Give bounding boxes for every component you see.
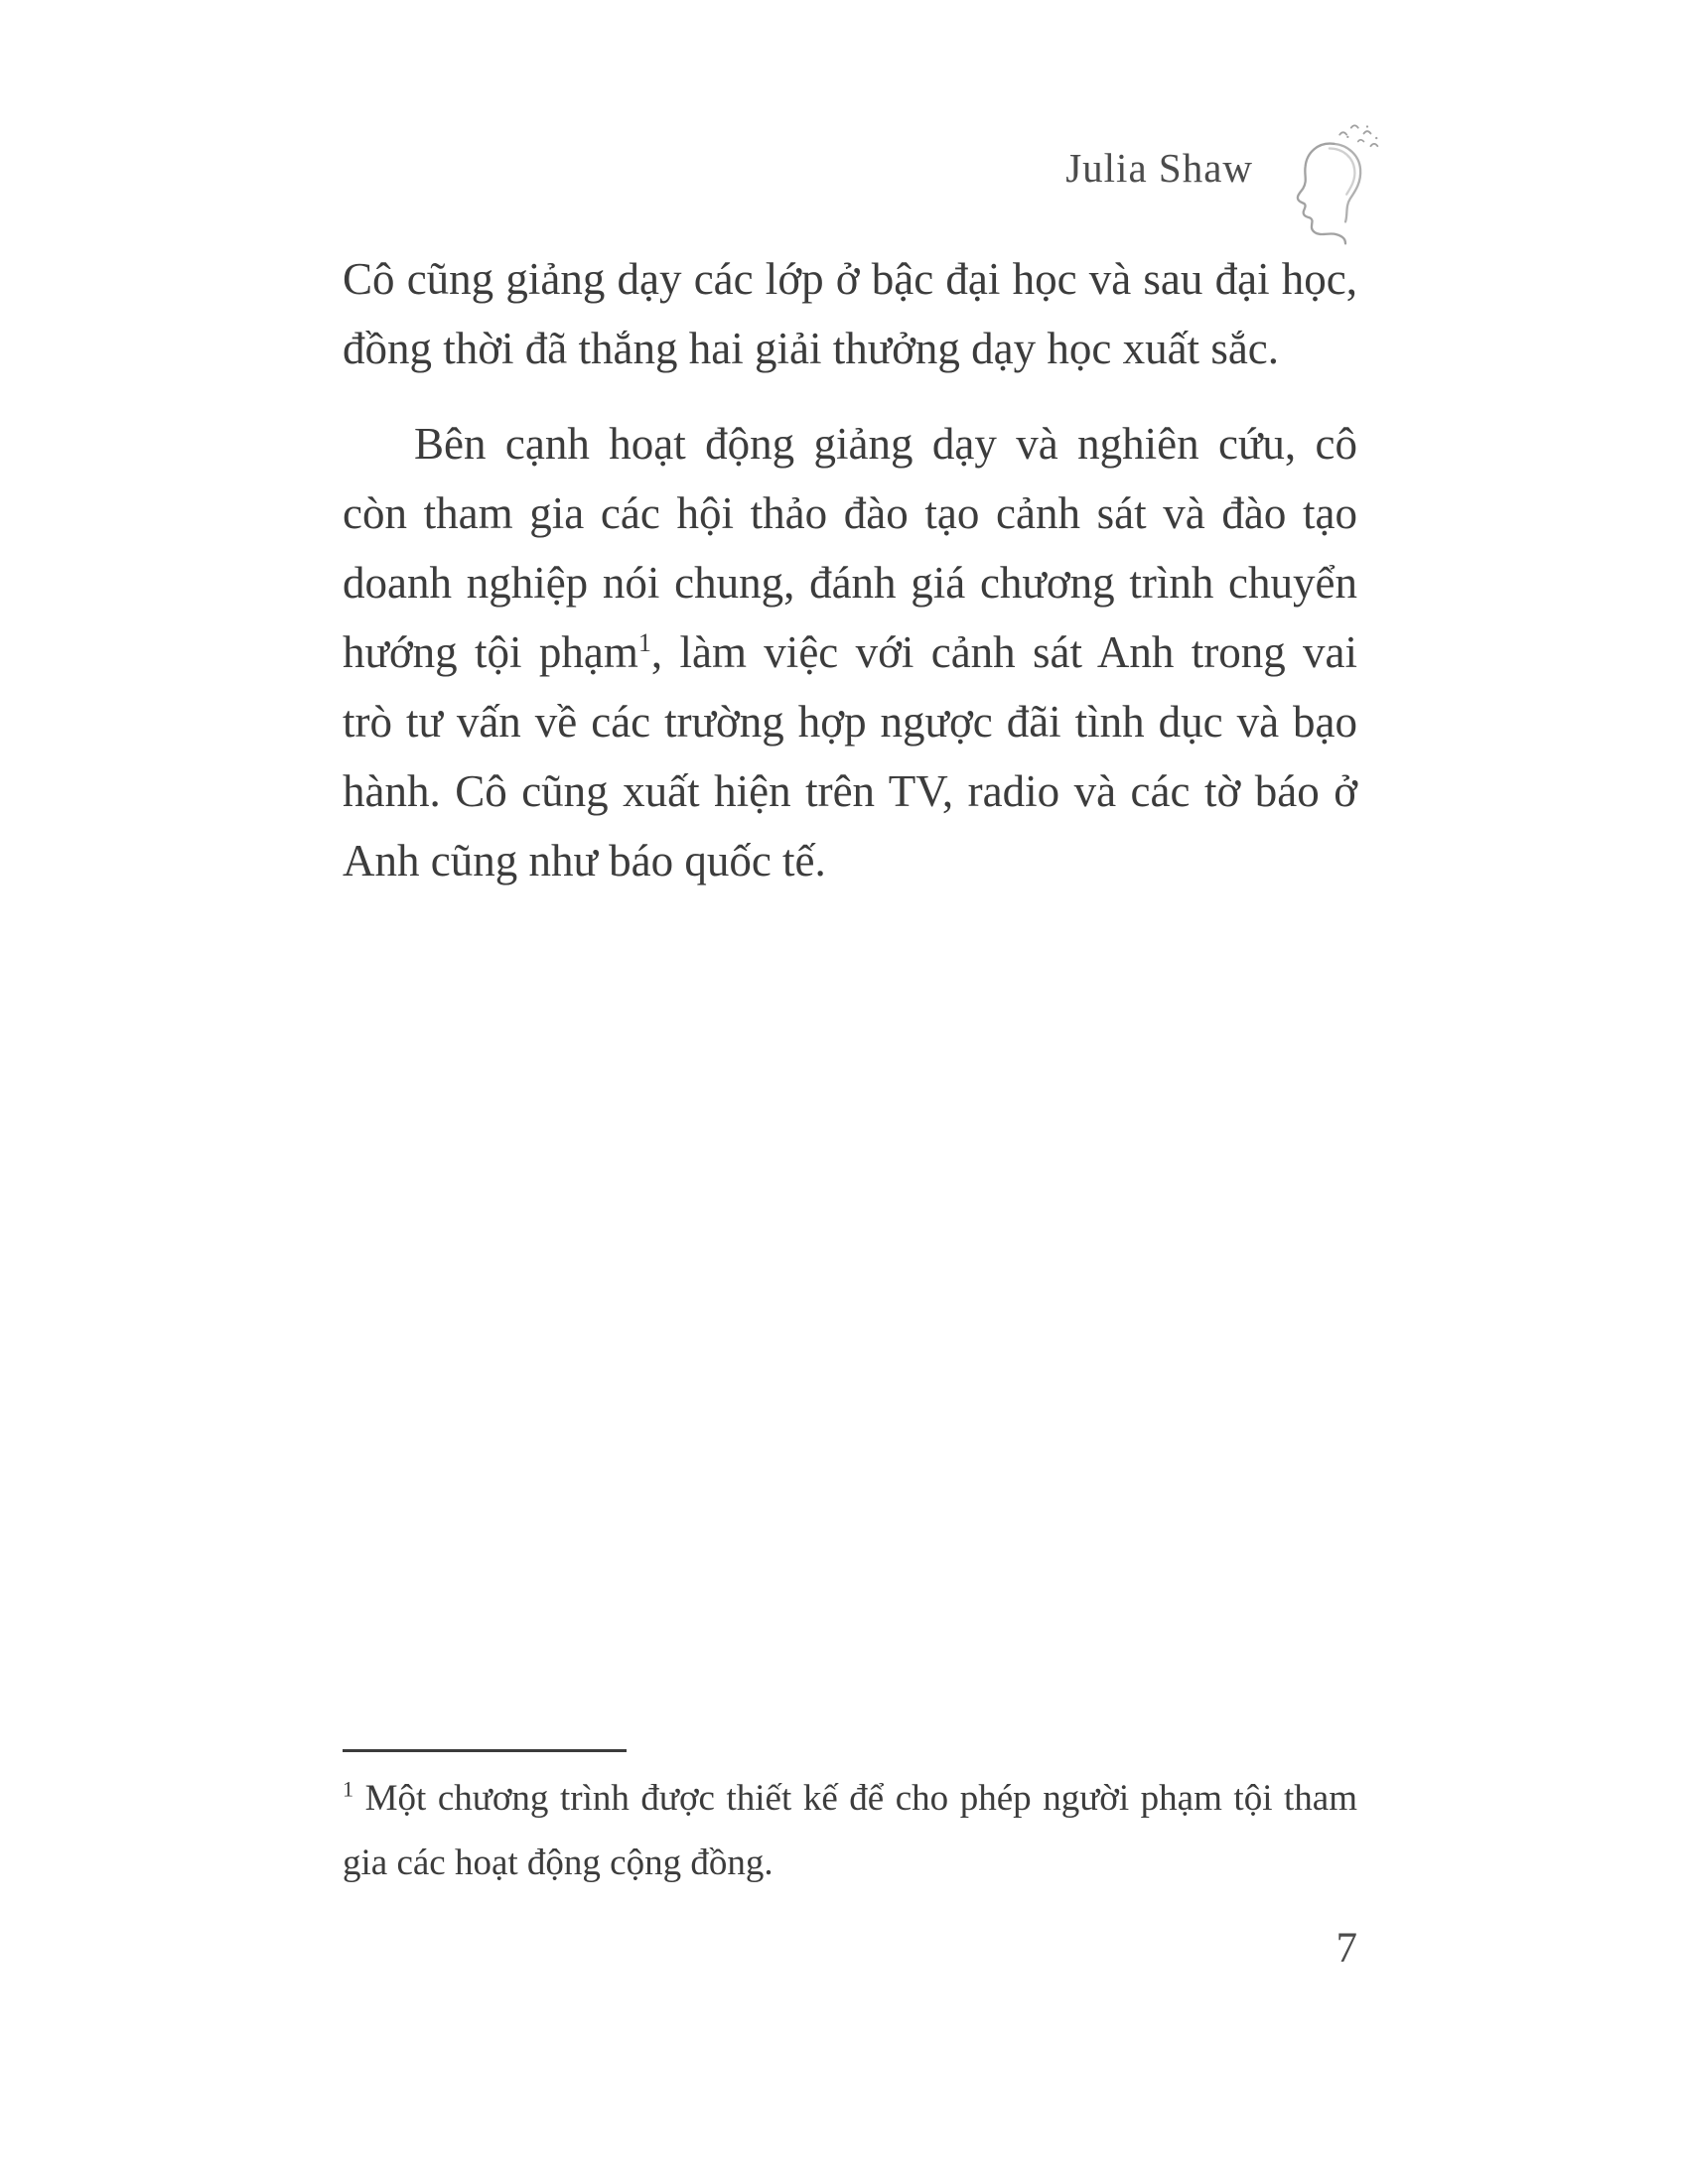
head-profile-with-birds-icon (1279, 117, 1382, 246)
footnote (343, 1749, 1357, 1895)
footnote-text (343, 1766, 1357, 1895)
paragraph-2-text-after-ref: , làm việc với cảnh sát Anh trong vai trò tư vấn về các trường hợp ngược đãi tình dục và bạo hành. Cô cũng xuất hiện trên TV, radio và các tờ báo ở Anh cũng như báo quốc tế. (343, 627, 1358, 886)
footnote-reference: 1 (637, 628, 651, 657)
paragraph-1 (343, 244, 1357, 383)
paragraph-2 (343, 409, 1357, 895)
paragraph-2-text-before-ref: Bên cạnh hoạt động giảng dạy và nghiên cứu, cô còn tham gia các hội thảo đào tạo cảnh sát và đào tạo doanh nghiệp nói chung, đánh giá chương trình chuyển hướng tội phạm (343, 419, 1357, 677)
page-number: 7 (1336, 1925, 1357, 1972)
running-header-author: Julia Shaw (1065, 144, 1253, 191)
page-header (1065, 117, 1382, 246)
footnote-body: Một chương trình được thiết kế để cho phép người phạm tội tham gia các hoạt động cộng đồng. (343, 1778, 1357, 1883)
body-text (343, 244, 1357, 895)
footnote-separator (343, 1749, 627, 1752)
paragraph-1-text: Cô cũng giảng dạy các lớp ở bậc đại học và sau đại học, đồng thời đã thắng hai giải thưởng dạy học xuất sắc. (343, 254, 1357, 373)
footnote-marker: 1 (343, 1776, 354, 1802)
